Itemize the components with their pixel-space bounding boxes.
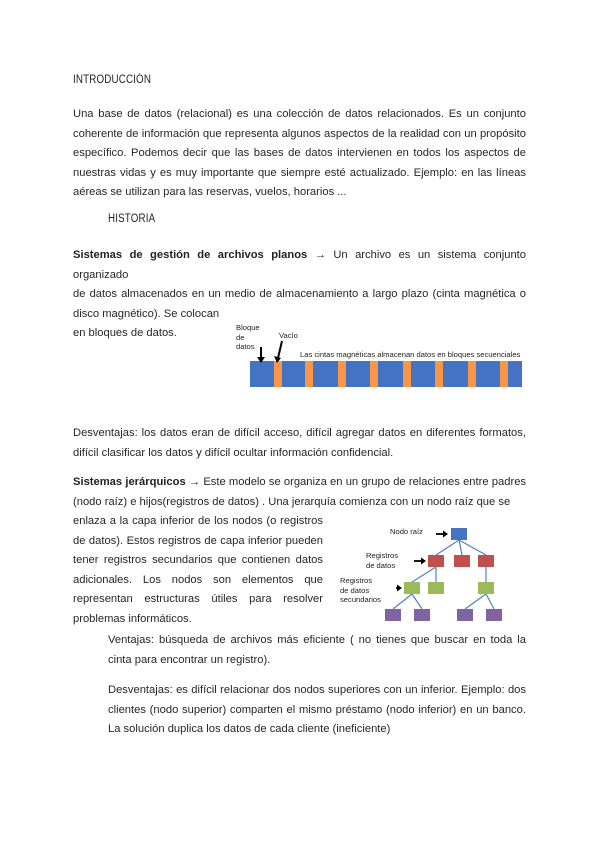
root-node: [451, 528, 467, 540]
label-root-node: Nodo raíz: [390, 527, 423, 536]
hierarchical-disadvantages: Desventajas: es difícil relacionar dos nodos superiores con un inferior. Ejemplo: dos clientes (nodo superior) comparten el mismo préstamo (nodo inferior) en un banco. La solución duplica los datos de cada cliente (ineficiente): [108, 684, 526, 735]
intro-paragraph: Una base de datos (relacional) es una colección de datos relacionados. Es un conjunto coherente de información que representa algunos aspectos de la realidad con un propósito específico. Podemos decir que las bases de datos intervienen en todos los aspectos de nuestras vidas y es muy importante que siempre esté actualizado. Ejemplo: en las líneas aéreas se utilizan para las reservas, vuelos, horarios ...: [73, 108, 526, 198]
section-heading-intro: INTRODUCCIÓN: [73, 74, 152, 86]
tape-gap: [435, 361, 443, 387]
flat-files-line3: disco magnético). Se colocan: [73, 307, 220, 320]
tape-gap: [468, 361, 476, 387]
arrow: →: [314, 249, 326, 261]
pointer-arrowhead-icon: [397, 585, 402, 592]
tape-gap: [500, 361, 508, 387]
arrow: →: [188, 476, 201, 488]
leaf-record-node: [457, 609, 473, 621]
flat-files-line1: Un archivo es un sistema conjunto organizado: [73, 249, 526, 281]
record-node: [454, 555, 470, 567]
flat-files-disadvantages: Desventajas: los datos eran de difícil acceso, difícil agregar datos en diferentes formatos, difícil clasificar los datos y difícil ocultar información confidencial.: [73, 427, 526, 459]
tape-gap: [274, 361, 282, 387]
tape-gap: [305, 361, 313, 387]
pointer-arrowhead-icon: [421, 558, 426, 565]
tree-edge: [412, 594, 422, 609]
tree-edge: [459, 540, 486, 555]
hierarchical-text: Este modelo se organiza en un grupo de relaciones entre padres (nodo raíz) e hijos(registros de datos) . Una jerarquía comienza con un nodo raíz que se: [73, 476, 527, 508]
tree-edge: [459, 540, 462, 555]
tape-strip: [250, 361, 522, 387]
tape-block: [250, 361, 522, 387]
hierarchy-tree-figure: [338, 524, 528, 628]
hierarchical-advantages: Ventajas: búsqueda de archivos más eficiente ( no tienes que buscar en toda la cinta para encontrar un registro).: [108, 634, 526, 666]
record-node: [478, 555, 494, 567]
flat-files-title: Sistemas de gestión de archivos planos: [73, 249, 308, 261]
pointer-arrowhead-icon: [443, 531, 448, 538]
tape-gap: [370, 361, 378, 387]
section-heading-historia: HISTORIA: [108, 213, 156, 225]
secondary-record-node: [478, 582, 494, 594]
tree-edge: [412, 567, 436, 582]
label-block: Bloque de datos: [236, 323, 260, 351]
flat-files-line4: en bloques de datos.: [73, 327, 177, 339]
label-empty: Vacío: [279, 331, 298, 340]
secondary-record-node: [428, 582, 444, 594]
tree-edge: [436, 540, 459, 555]
tape-gap: [338, 361, 346, 387]
tree-edge: [393, 594, 412, 609]
tape-graphic: [236, 323, 526, 389]
magnetic-tape-figure: [236, 323, 526, 389]
hierarchical-paragraph: enlaza a la capa inferior de los nodos (o registros de datos). Estos registros de capa inferior pueden tener registros secundarios que contienen datos adicionales. Los nodos son elementos que representan estructuras útiles para resolver problemas informáticos.: [73, 515, 323, 625]
block-arrow-icon: [257, 347, 265, 363]
label-records: Registros de datos: [366, 551, 399, 570]
leaf-record-node: [486, 609, 502, 621]
record-node: [428, 555, 444, 567]
label-caption: Las cintas magnéticas almacenan datos en bloques secuenciales: [300, 350, 521, 359]
tree-graphic: [338, 524, 528, 628]
leaf-record-node: [385, 609, 401, 621]
hierarchical-intro: [73, 473, 526, 512]
empty-arrow-icon: [274, 341, 282, 363]
tree-edge: [486, 594, 494, 609]
tree-edge: [465, 594, 486, 609]
flat-files-line2: de datos almacenados en un medio de almacenamiento a largo plazo (cinta magnética o: [73, 288, 526, 300]
hierarchical-title: Sistemas jerárquicos: [73, 476, 186, 488]
label-secondary-records: Registros de datos secundarios: [340, 576, 381, 604]
leaf-record-node: [414, 609, 430, 621]
tape-gap: [403, 361, 411, 387]
secondary-record-node: [404, 582, 420, 594]
